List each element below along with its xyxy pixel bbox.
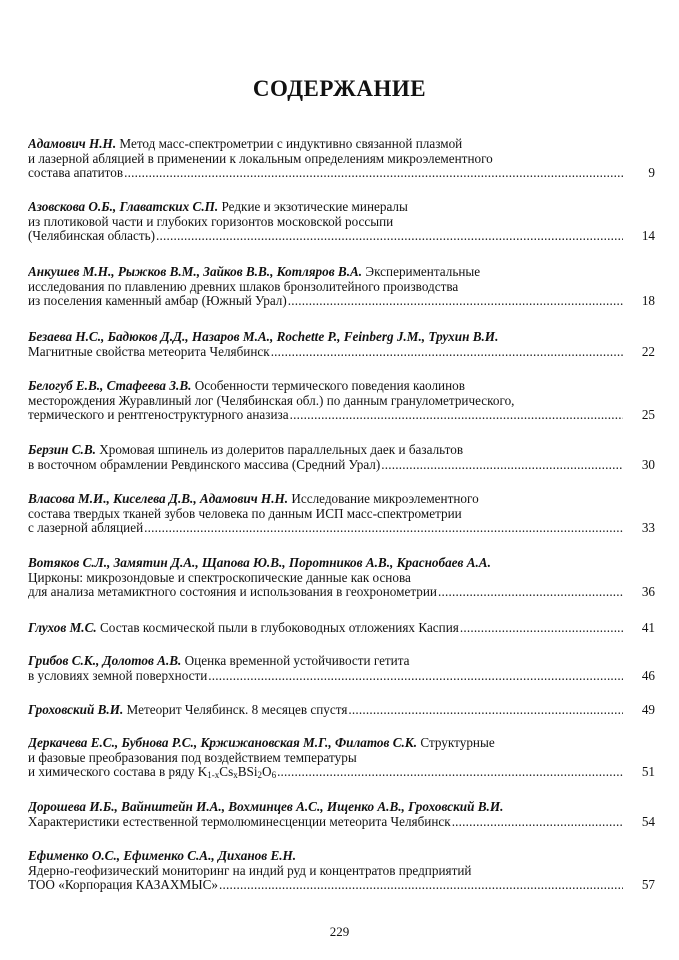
toc-leader-dots	[271, 345, 623, 360]
toc-entry-line: исследования по плавлению древних шлаков бронзолитейного производства	[28, 279, 459, 294]
toc-entry-last-line	[28, 521, 655, 536]
toc-entry-text: из поселения каменный амбар (Южный Урал)	[28, 293, 287, 309]
toc-page-number: 25	[641, 407, 655, 423]
toc-entry-authors: Деркачева Е.С., Бубнова Р.С., Кржижановская М.Г., Филатов С.К.	[28, 736, 418, 750]
toc-leader-dots	[288, 294, 623, 309]
toc-entry-authors: Азовскова О.Б., Главатских С.П.	[28, 200, 219, 214]
toc-entry-first-line	[28, 492, 655, 507]
toc-entry-authors: Грибов С.К., Долотов А.В.	[28, 654, 182, 668]
toc-entry-first-line	[28, 443, 655, 458]
page-number: 229	[329, 924, 350, 939]
toc-page-number: 22	[641, 343, 655, 359]
toc-page-number: 36	[641, 584, 655, 600]
toc-entry-text: состава апатитов	[28, 165, 124, 181]
toc-page-number: 46	[641, 667, 655, 683]
toc-leader-dots	[219, 878, 623, 893]
page-title: СОДЕРЖАНИЕ	[252, 76, 427, 101]
toc-entry-authors: Безаева Н.С., Бадюков Д.Д., Назаров М.А., Rochette P., Feinberg J.M., Трухин В.И.	[28, 330, 499, 344]
toc-entry-title: Экспериментальные	[365, 265, 481, 279]
toc-entry-title: Состав космической пыли в глубоководных отложениях Каспия	[100, 620, 459, 635]
toc-entry-title: Особенности термического поведения каолинов	[194, 379, 465, 393]
toc-entry-authors: Глухов М.С.	[28, 620, 97, 635]
toc-entry-last-line	[28, 703, 655, 718]
toc-entry-first-line	[28, 330, 655, 345]
toc-leader-dots	[348, 703, 623, 718]
toc-page-number: 14	[641, 228, 655, 244]
toc-page-number: 41	[641, 620, 655, 635]
toc-entry	[28, 736, 655, 783]
toc-leader-dots	[144, 521, 623, 536]
toc-entry-text: ТОО «Корпорация КАЗАХМЫС»	[28, 877, 218, 893]
toc-entry-text: Характеристики естественной термолюминесценции метеорита Челябинск	[28, 813, 451, 829]
toc-entry-authors: Вотяков С.Л., Замятин Д.А., Щапова Ю.В., Поротников А.В., Краснобаев А.А.	[28, 556, 491, 570]
toc-entry-authors: Власова М.И., Киселева Д.В., Адамович Н.Н.	[28, 492, 289, 506]
toc-entry-title: Оценка временной устойчивости гетита	[184, 654, 410, 668]
toc-entry-first-line	[28, 265, 655, 280]
toc-entry-text: с лазерной абляцией	[28, 520, 144, 536]
toc-leader-dots	[277, 765, 623, 780]
toc-leader-dots	[124, 166, 623, 181]
toc-entry-authors: Дорошева И.Б., Вайнштейн И.А., Вохминцев А.С., Ищенко А.В., Гроховский В.И.	[28, 800, 504, 814]
toc-entry	[28, 556, 655, 600]
toc-entry-first-line	[28, 137, 655, 152]
toc-entry-title: Хромовая шпинель из долеритов параллельных даек и базальтов	[99, 443, 464, 457]
toc-page-number: 51	[641, 764, 655, 780]
toc-entry	[28, 849, 655, 893]
toc-leader-dots	[438, 585, 623, 600]
toc-entry-last-line	[28, 815, 655, 830]
toc-entry-line: Цирконы: микрозондовые и спектроскопические данные как основа	[28, 570, 411, 585]
toc-entry-last-line	[28, 878, 655, 893]
toc-entry-line: из плотиковой части и глубоких горизонтов московской россыпи	[28, 214, 394, 229]
toc-entry-last-line	[28, 294, 655, 309]
toc-entry-text	[28, 621, 459, 636]
toc-entry	[28, 703, 655, 718]
toc-page-number: 30	[641, 456, 655, 472]
toc-entry-title: Редкие и экзотические минералы	[221, 200, 408, 214]
toc-entry-authors: Ефименко О.С., Ефименко С.А., Диханов Е.Н.	[28, 849, 297, 863]
toc-entry-line: и лазерной абляцией в применении к локальным определениям микроэлементного	[28, 151, 493, 166]
toc-entry-line: месторождения Журавлиный лог (Челябинская обл.) по данным гранулометрического,	[28, 393, 515, 408]
toc-entry	[28, 800, 655, 829]
toc-page-number: 49	[641, 702, 655, 717]
toc-entry	[28, 654, 655, 683]
toc-leader-dots	[460, 621, 623, 636]
toc-entry-authors: Берзин С.В.	[28, 443, 96, 457]
toc-page-number: 54	[641, 813, 655, 829]
toc-entry-authors: Гроховский В.И.	[28, 702, 124, 717]
toc-leader-dots	[290, 408, 623, 423]
toc-entry-first-line	[28, 654, 655, 669]
toc-entry-text: Магнитные свойства метеорита Челябинск	[28, 343, 270, 359]
toc-entry-line: состава твердых тканей зубов человека по данным ИСП масс-спектрометрии	[28, 506, 462, 521]
toc-entry-first-line	[28, 800, 655, 815]
toc-entry-authors: Белогуб Е.В., Стафеева З.В.	[28, 379, 192, 393]
toc-entry-title: Метеорит Челябинск. 8 месяцев спустя	[126, 702, 348, 717]
toc-entry	[28, 137, 655, 181]
toc-entry-text	[28, 703, 347, 718]
toc-leader-dots	[156, 229, 623, 244]
toc-entry-authors: Анкушев М.Н., Рыжков В.М., Зайков В.В., Котляров В.А.	[28, 265, 363, 279]
toc-entry-last-line	[28, 765, 655, 783]
toc-entry-text: термического и рентгеноструктурного аназиза	[28, 407, 289, 423]
toc-entry-title: Структурные	[420, 736, 495, 750]
toc-entry-title: Исследование микроэлементного	[291, 492, 479, 506]
toc-entry	[28, 492, 655, 536]
toc-entry-last-line	[28, 458, 655, 473]
toc-entry-text: в восточном обрамлении Ревдинского массива (Средний Урал)	[28, 456, 381, 472]
toc-entry-text: для анализа метамиктного состояния и использования в геохронометрии	[28, 584, 437, 600]
toc-entry-text: и химического состава в ряду $K_{1-x}Cs_xBSi_2O_6$	[28, 764, 277, 781]
toc-entry-last-line	[28, 166, 655, 181]
toc-entry-title: Метод масс-спектрометрии с индуктивно связанной плазмой	[119, 137, 463, 151]
toc-entry-last-line	[28, 229, 655, 244]
toc-entry-first-line	[28, 736, 655, 751]
toc-entry	[28, 330, 655, 359]
toc-entry-line: Ядерно-геофизический мониторинг на индий руд и концентратов предприятий	[28, 863, 472, 878]
toc-page-number: 57	[641, 877, 655, 893]
toc-page-number: 33	[641, 520, 655, 536]
toc-leader-dots	[452, 815, 623, 830]
toc-entry-text: (Челябинская область)	[28, 228, 155, 244]
toc-entry-first-line	[28, 849, 655, 864]
toc-page-number: 18	[641, 293, 655, 309]
toc-entry-last-line	[28, 408, 655, 423]
toc-entry-last-line	[28, 345, 655, 360]
toc-leader-dots	[381, 458, 623, 473]
toc-entry-first-line	[28, 200, 655, 215]
toc-entry-last-line	[28, 621, 655, 636]
toc-entry	[28, 443, 655, 472]
toc-entry-last-line	[28, 585, 655, 600]
toc-entry-line: и фазовые преобразования под воздействием температуры	[28, 750, 357, 765]
toc-entry-last-line	[28, 669, 655, 684]
toc-entry-text: в условиях земной поверхности	[28, 667, 208, 683]
toc-entry-first-line	[28, 556, 655, 571]
toc-page-number: 9	[648, 165, 655, 181]
toc-entry	[28, 621, 655, 636]
toc-entry	[28, 200, 655, 244]
toc-entry-first-line	[28, 379, 655, 394]
toc-leader-dots	[208, 669, 623, 684]
toc-entry	[28, 265, 655, 309]
toc-entry-authors: Адамович Н.Н.	[28, 137, 117, 151]
toc-entry	[28, 379, 655, 423]
